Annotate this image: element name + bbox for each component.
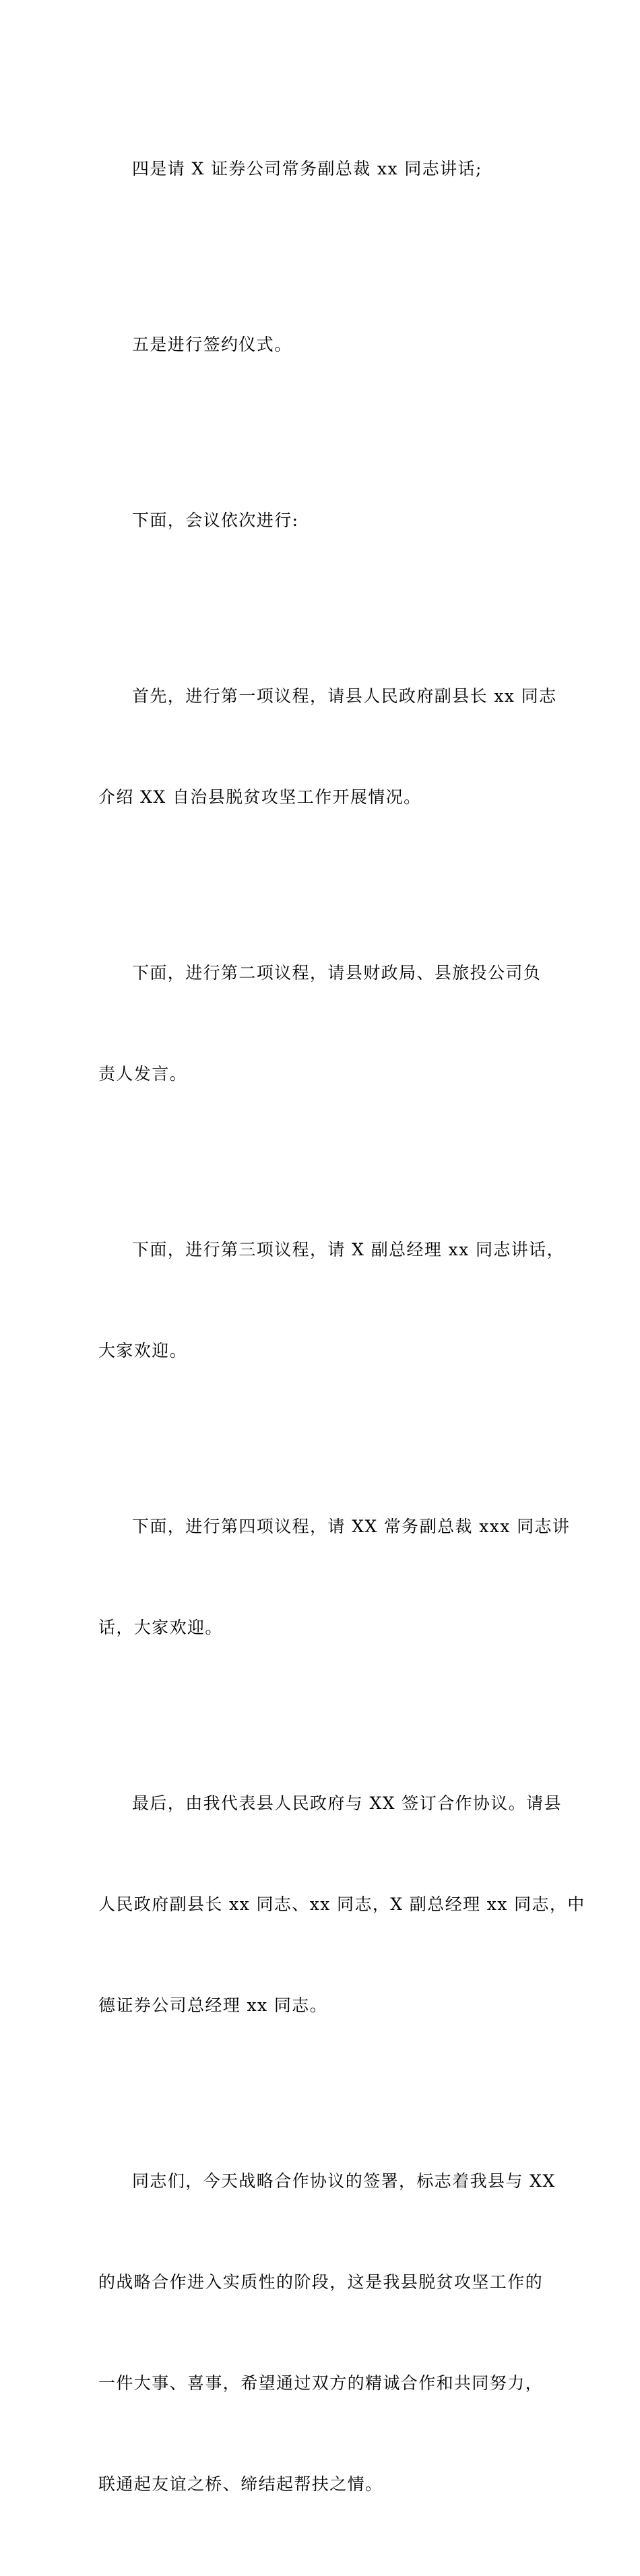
text-line: 下面，进行第四项议程，请 XX 常务副总裁 xxx 同志讲 — [132, 1517, 571, 1536]
text-line: 最后，由我代表县人民政府与 XX 签订合作协议。请县 — [132, 1793, 562, 1813]
text-line: 首先，进行第一项议程，请县人民政府副县长 xx 同志 — [132, 686, 557, 706]
paragraph-closing-remarks — [98, 2097, 556, 2569]
text-line: 大家欢迎。 — [98, 1341, 188, 1360]
text-line: 下面，会议依次进行: — [132, 510, 299, 530]
document-body — [98, 85, 585, 2576]
text-line: 同志们，今天战略合作协议的签署，标志着我县与 XX — [132, 2171, 556, 2191]
paragraph-meeting-begins — [98, 436, 543, 605]
text-line: 五是进行签约仪式。 — [132, 335, 292, 354]
text-line: 人民政府副县长 xx 同志、xx 同志，X 副总经理 xx 同志，中 — [98, 1894, 585, 1914]
paragraph-fourth-agenda — [98, 1443, 571, 1712]
text-line: 的战略合作进入实质性的阶段，这是我县脱贫攻坚工作的 — [98, 2272, 544, 2292]
text-line: 下面，进行第二项议程，请县财政局、县旅投公司负 — [132, 963, 542, 983]
text-line: 联通起友谊之桥、缔结起帮扶之情。 — [98, 2474, 383, 2494]
paragraph-second-agenda — [98, 889, 543, 1158]
text-line: 一件大事、喜事，希望通过双方的精诚合作和共同努力， — [98, 2373, 544, 2393]
text-line: 介绍 XX 自治县脱贫攻坚工作开展情况。 — [98, 787, 422, 807]
paragraph-first-agenda — [98, 612, 557, 882]
paragraph-agenda-item-5 — [98, 261, 543, 429]
paragraph-third-agenda — [98, 1166, 565, 1435]
text-line: 下面，进行第三项议程，请 X 副总经理 xx 同志讲话， — [132, 1240, 565, 1259]
text-line: 责人发言。 — [98, 1064, 188, 1084]
text-line: 话，大家欢迎。 — [98, 1618, 223, 1637]
text-line: 德证券公司总经理 xx 同志。 — [98, 1995, 328, 2015]
paragraph-signing — [98, 1719, 585, 2090]
paragraph-agenda-item-4 — [98, 85, 543, 253]
text-line: 四是请 X 证券公司常务副总裁 xx 同志讲话; — [132, 159, 482, 178]
